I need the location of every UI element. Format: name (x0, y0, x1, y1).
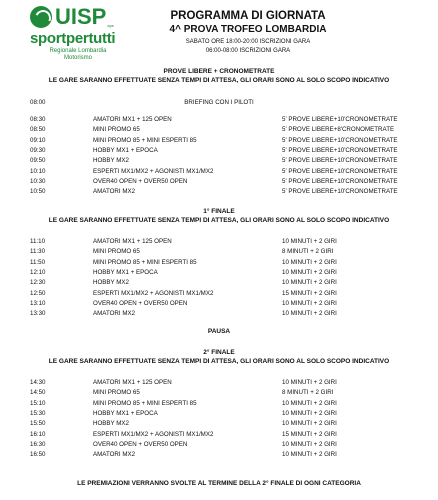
schedule-row (0, 136, 438, 145)
logo-brand-row (30, 6, 142, 28)
schedule-row (0, 309, 438, 318)
schedule-row (0, 440, 438, 449)
row-event: MINI PROMO 85 + MINI ESPERTI 85 (93, 258, 197, 266)
row-detail: 10 MINUTI + 2 GIRI (282, 399, 337, 407)
row-event: MINI PROMO 65 (93, 126, 140, 134)
row-event: AMATORI MX2 (93, 188, 136, 196)
row-event: HOBBY MX1 + EPOCA (93, 268, 158, 276)
row-event: AMATORI MX1 + 125 OPEN (93, 238, 172, 245)
row-time: 12:10 (30, 268, 46, 276)
row-event: MINI PROMO 85 + MINI ESPERTI 85 (93, 136, 197, 144)
row-detail: 5' PROVE LIBERE+10'CRONOMETRATE (282, 146, 398, 154)
row-event: ESPERTI MX1/MX2 + AGONISTI MX1/MX2 (93, 167, 214, 175)
schedule-row (0, 187, 438, 196)
row-time: 14:30 (30, 379, 46, 386)
row-detail: 10 MINUTI + 2 GIRI (282, 258, 337, 266)
row-time: 12:50 (30, 289, 46, 297)
row-detail: 5' PROVE LIBERE+10'CRONOMETRATE (282, 136, 398, 144)
row-detail: 15 MINUTI + 2 GIRI (282, 289, 337, 297)
row-time: 08:30 (30, 116, 46, 123)
section-note-final-2: LE GARE SARANNO EFFETTUATE SENZA TEMPI DI ATTESA, GLI ORARI SONO AL SOLO SCOPO INDICATIVO (48, 358, 390, 365)
schedule-row (0, 278, 438, 287)
row-time: 10:10 (30, 167, 46, 175)
row-detail: 8 MINUTI + 2 GIRI (282, 389, 334, 397)
row-event: MINI PROMO 65 (93, 389, 140, 397)
schedule-row (0, 409, 438, 418)
briefing-time: 08:00 (30, 99, 46, 106)
row-time: 11:10 (30, 238, 46, 245)
row-event: AMATORI MX1 + 125 OPEN (93, 116, 172, 123)
row-detail: 5' PROVE LIBERE+10'CRONOMETRATE (282, 116, 398, 123)
row-time: 14:50 (30, 389, 46, 397)
logo-aps: aps (107, 23, 114, 28)
row-detail: 5' PROVE LIBERE+10'CRONOMETRATE (282, 167, 398, 175)
row-detail: 10 MINUTI + 2 GIRI (282, 451, 337, 459)
schedule-row (0, 289, 438, 298)
briefing-row (0, 98, 438, 107)
row-detail: 5' PROVE LIBERE+10'CRONOMETRATE (282, 188, 398, 196)
row-event: MINI PROMO 85 + MINI ESPERTI 85 (93, 399, 197, 407)
row-detail: 10 MINUTI + 2 GIRI (282, 440, 337, 448)
row-event: OVER40 OPEN + OVER50 OPEN (93, 440, 188, 448)
row-event: AMATORI MX2 (93, 451, 136, 459)
pause-label: PAUSA (207, 328, 231, 335)
row-time: 08:50 (30, 126, 46, 134)
uisp-emblem-icon (30, 6, 52, 28)
row-time: 09:10 (30, 136, 46, 144)
row-event: ESPERTI MX1/MX2 + AGONISTI MX1/MX2 (93, 430, 214, 438)
row-event: OVER40 OPEN + OVER50 OPEN (93, 299, 188, 307)
schedule-row (0, 177, 438, 186)
logo-wordmark: sportpertutti (30, 30, 116, 47)
row-detail: 10 MINUTI + 2 GIRI (282, 379, 337, 386)
logo-brand: UISP (55, 4, 107, 29)
schedule-row (0, 450, 438, 459)
schedule-row (0, 419, 438, 428)
row-time: 15:30 (30, 409, 46, 417)
schedule-row (0, 399, 438, 408)
row-event: HOBBY MX1 + EPOCA (93, 146, 158, 154)
row-event: AMATORI MX2 (93, 310, 136, 318)
row-time: 12:30 (30, 279, 46, 287)
row-time: 13:30 (30, 310, 46, 318)
schedule-row (0, 156, 438, 165)
awards-note: LE PREMIAZIONI VERRANNO SVOLTE AL TERMINE DELLA 2° FINALE DI OGNI CATEGORIA (77, 480, 361, 487)
section-note-final-1: LE GARE SARANNO EFFETTUATE SENZA TEMPI DI ATTESA, GLI ORARI SONO AL SOLO SCOPO INDICATIVO (48, 217, 390, 224)
row-detail: 10 MINUTI + 2 GIRI (282, 310, 337, 318)
row-time: 13:10 (30, 299, 46, 307)
row-time: 10:50 (30, 188, 46, 196)
schedule-row (0, 237, 438, 246)
row-event: HOBBY MX2 (93, 279, 129, 287)
row-detail: 10 MINUTI + 2 GIRI (282, 299, 337, 307)
row-detail: 10 MINUTI + 2 GIRI (282, 238, 337, 245)
row-detail: 5' PROVE LIBERE+10'CRONOMETRATE (282, 157, 398, 165)
registration-sunday: 06:00-08:00 ISCRIZIONI GARA (205, 48, 291, 54)
row-event: MINI PROMO 65 (93, 248, 140, 256)
section-title-final-1: 1° FINALE (203, 208, 235, 215)
row-detail: 10 MINUTI + 2 GIRI (282, 268, 337, 276)
row-time: 10:30 (30, 177, 46, 185)
logo-sector: Motorismo (63, 55, 92, 61)
row-event: ESPERTI MX1/MX2 + AGONISTI MX1/MX2 (93, 289, 214, 297)
schedule-row (0, 268, 438, 277)
row-event: OVER40 OPEN + OVER50 OPEN (93, 177, 188, 185)
schedule-row (0, 115, 438, 124)
section-title-practice: PROVE LIBERE + CRONOMETRATE (163, 68, 275, 75)
row-detail: 5' PROVE LIBERE+10'CRONOMETRATE (282, 177, 398, 185)
schedule-row (0, 167, 438, 176)
row-event: AMATORI MX1 + 125 OPEN (93, 379, 172, 386)
schedule-row (0, 388, 438, 397)
row-time: 15:50 (30, 420, 46, 428)
row-time: 16:50 (30, 451, 46, 459)
row-time: 16:10 (30, 430, 46, 438)
row-time: 09:30 (30, 146, 46, 154)
registration-saturday: SABATO ORE 18:00-20:00 ISCRIZIONI GARA (185, 39, 311, 45)
row-detail: 15 MINUTI + 2 GIRI (282, 430, 337, 438)
row-detail: 5' PROVE LIBERE+8'CRONOMETRATE (282, 126, 395, 134)
schedule-row (0, 125, 438, 134)
schedule-row (0, 146, 438, 155)
row-detail: 8 MINUTI + 2 GIRI (282, 248, 334, 256)
logo-region: Regionale Lombardia (49, 48, 107, 54)
row-event: HOBBY MX1 + EPOCA (93, 409, 158, 417)
row-time: 16:30 (30, 440, 46, 448)
section-note-practice: LE GARE SARANNO EFFETTUATE SENZA TEMPI DI ATTESA, GLI ORARI SONO AL SOLO SCOPO INDICATIVO (48, 77, 390, 84)
briefing-label: BRIEFING CON I PILOTI (184, 99, 254, 106)
section-title-final-2: 2° FINALE (203, 349, 235, 356)
row-event: HOBBY MX2 (93, 420, 129, 428)
page-title: PROGRAMMA DI GIORNATA (170, 10, 326, 22)
row-time: 11:30 (30, 248, 46, 256)
row-time: 09:50 (30, 157, 46, 165)
schedule-row (0, 430, 438, 439)
row-time: 15:10 (30, 399, 46, 407)
schedule-row (0, 247, 438, 256)
row-detail: 10 MINUTI + 2 GIRI (282, 409, 337, 417)
schedule-row (0, 299, 438, 308)
schedule-row (0, 258, 438, 267)
row-event: HOBBY MX2 (93, 157, 129, 165)
page-subtitle: 4^ PROVA TROFEO LOMBARDIA (169, 24, 327, 35)
row-detail: 10 MINUTI + 2 GIRI (282, 420, 337, 428)
row-time: 11:50 (30, 258, 46, 266)
schedule-row (0, 378, 438, 387)
row-detail: 10 MINUTI + 2 GIRI (282, 279, 337, 287)
